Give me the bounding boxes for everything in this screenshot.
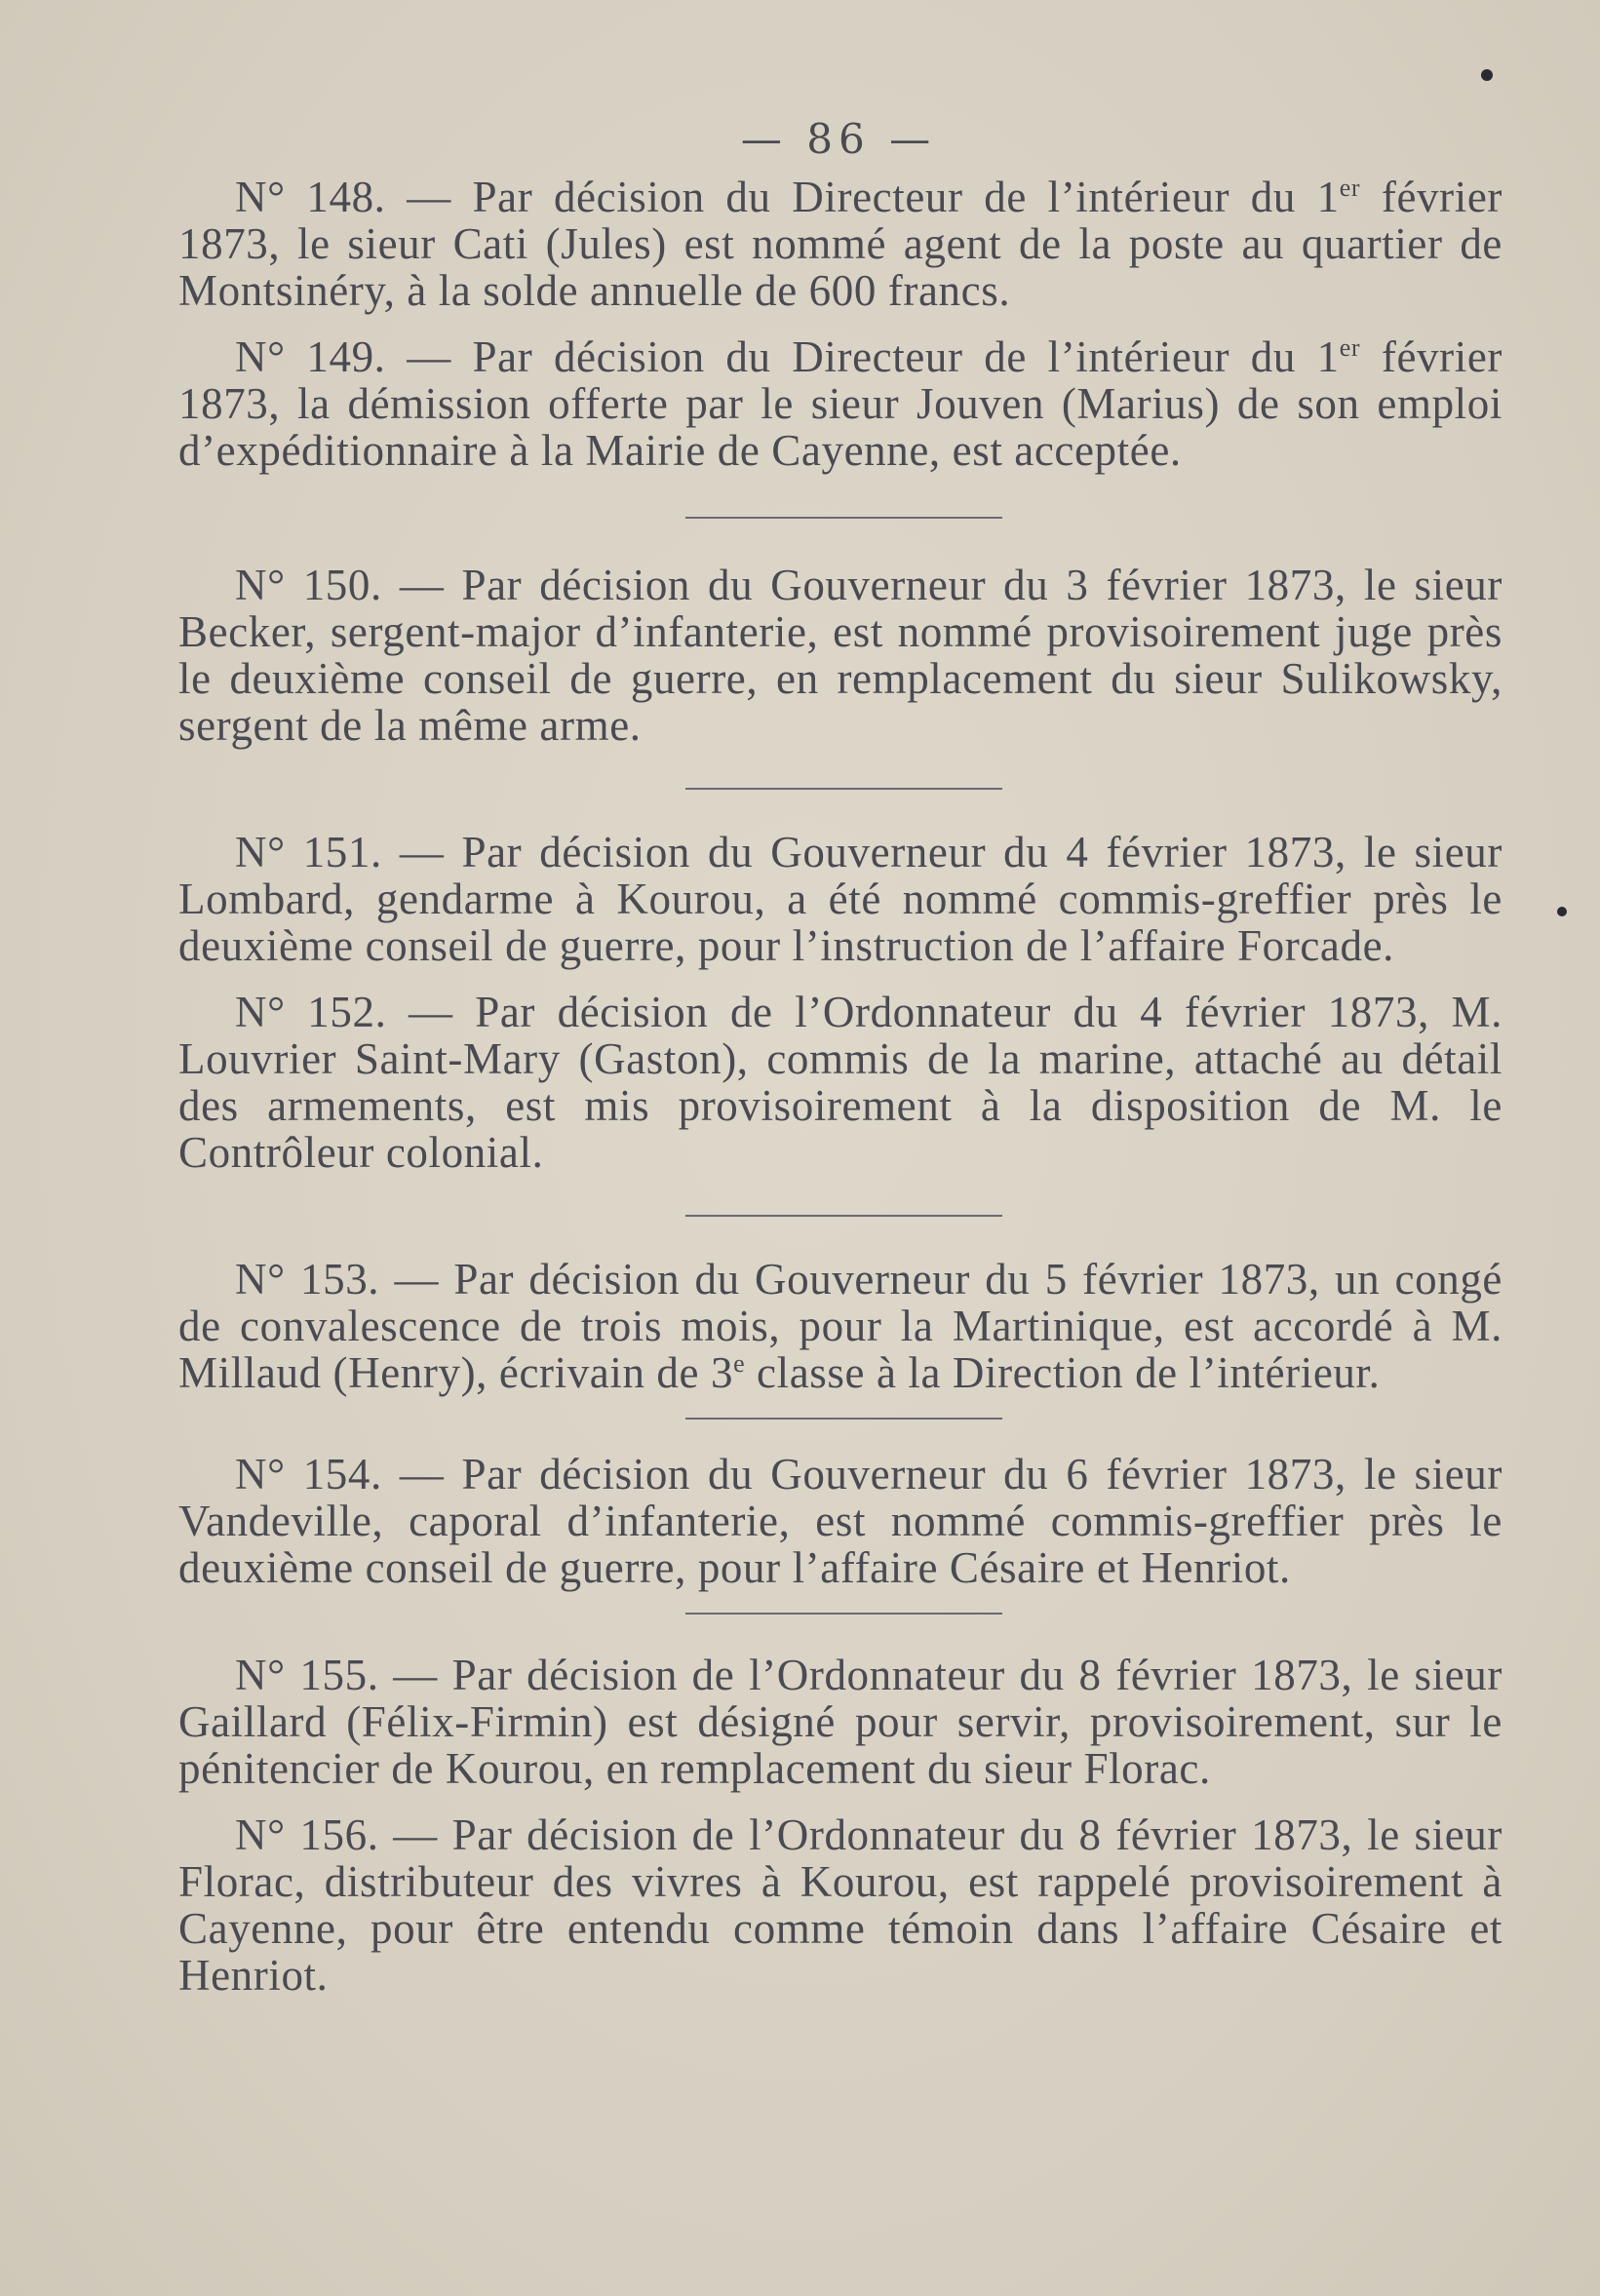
decision-entry-150: N° 150. — Par décision du Gouverneur du 3 février 1873, le sieur Becker, sergent-major d’infanterie, est nommé provisoirement juge près le deuxième conseil de guerre, en remplacement du sieur Sulikowsky, sergent de la même arme. (178, 561, 1502, 750)
decisions-list (178, 174, 1502, 1999)
entry-number: N° 153. (235, 1255, 380, 1304)
entry-number: N° 154. (235, 1450, 382, 1498)
ink-speck (1557, 907, 1567, 916)
entry-number: N° 151. (235, 828, 382, 876)
separator-rule (685, 1613, 1002, 1615)
entry-number: N° 149. (235, 332, 386, 381)
decision-entry-155: N° 155. — Par décision de l’Ordonnateur du 8 février 1873, le sieur Gaillard (Félix-Firmin) est désigné pour servir, provisoirement, sur le pénitencier de Kourou, en remplacement du sieur Florac. (178, 1651, 1502, 1793)
decision-entry-156: N° 156. — Par décision de l’Ordonnateur du 8 février 1873, le sieur Florac, distributeur des vivres à Kourou, est rappelé provisoirement à Cayenne, pour être entendu comme témoin dans l’affaire Césaire et Henriot. (178, 1810, 1502, 2000)
entry-number: N° 156. (235, 1810, 379, 1859)
page-number: — 86 — (740, 115, 937, 163)
decision-entry-151: N° 151. — Par décision du Gouverneur du 4 février 1873, le sieur Lombard, gendarme à Kourou, a été nommé commis-greffier près le deuxième conseil de guerre, pour l’instruction de l’affaire Forcade. (178, 828, 1502, 970)
entry-number: N° 150. (235, 561, 382, 609)
separator-rule (685, 517, 1002, 519)
decision-entry-154: N° 154. — Par décision du Gouverneur du 6 février 1873, le sieur Vandeville, caporal d’infanterie, est nommé commis-greffier près le deuxième conseil de guerre, pour l’affaire Césaire et Henriot. (178, 1450, 1502, 1592)
entry-number: N° 155. (235, 1651, 379, 1699)
entry-number: N° 152. (235, 988, 387, 1036)
decision-entry-149: N° 149. — Par décision du Directeur de l’intérieur du 1er février 1873, la démission offerte par le sieur Jouven (Marius) de son emploi d’expéditionnaire à la Mairie de Cayenne, est acceptée. (178, 332, 1502, 475)
separator-rule (685, 788, 1002, 790)
decision-entry-148: N° 148. — Par décision du Directeur de l’intérieur du 1er février 1873, le sieur Cati (Jules) est nommé agent de la poste au quartier de Montsinéry, à la solde annuelle de 600 francs. (178, 173, 1502, 315)
separator-rule (685, 1215, 1002, 1217)
entry-number: N° 148. (235, 173, 386, 221)
decision-entry-152: N° 152. — Par décision de l’Ordonnateur du 4 février 1873, M. Louvrier Saint-Mary (Gaston), commis de la marine, attaché au détail des armements, est mis provisoirement à la disposition de M. le Contrôleur colonial. (178, 988, 1502, 1177)
ink-speck (1481, 69, 1493, 81)
separator-rule (685, 1418, 1002, 1420)
decision-entry-153: N° 153. — Par décision du Gouverneur du 5 février 1873, un congé de convalescence de trois mois, pour la Martinique, est accordé à M. Millaud (Henry), écrivain de 3e classe à la Direction de l’intérieur. (178, 1255, 1502, 1397)
